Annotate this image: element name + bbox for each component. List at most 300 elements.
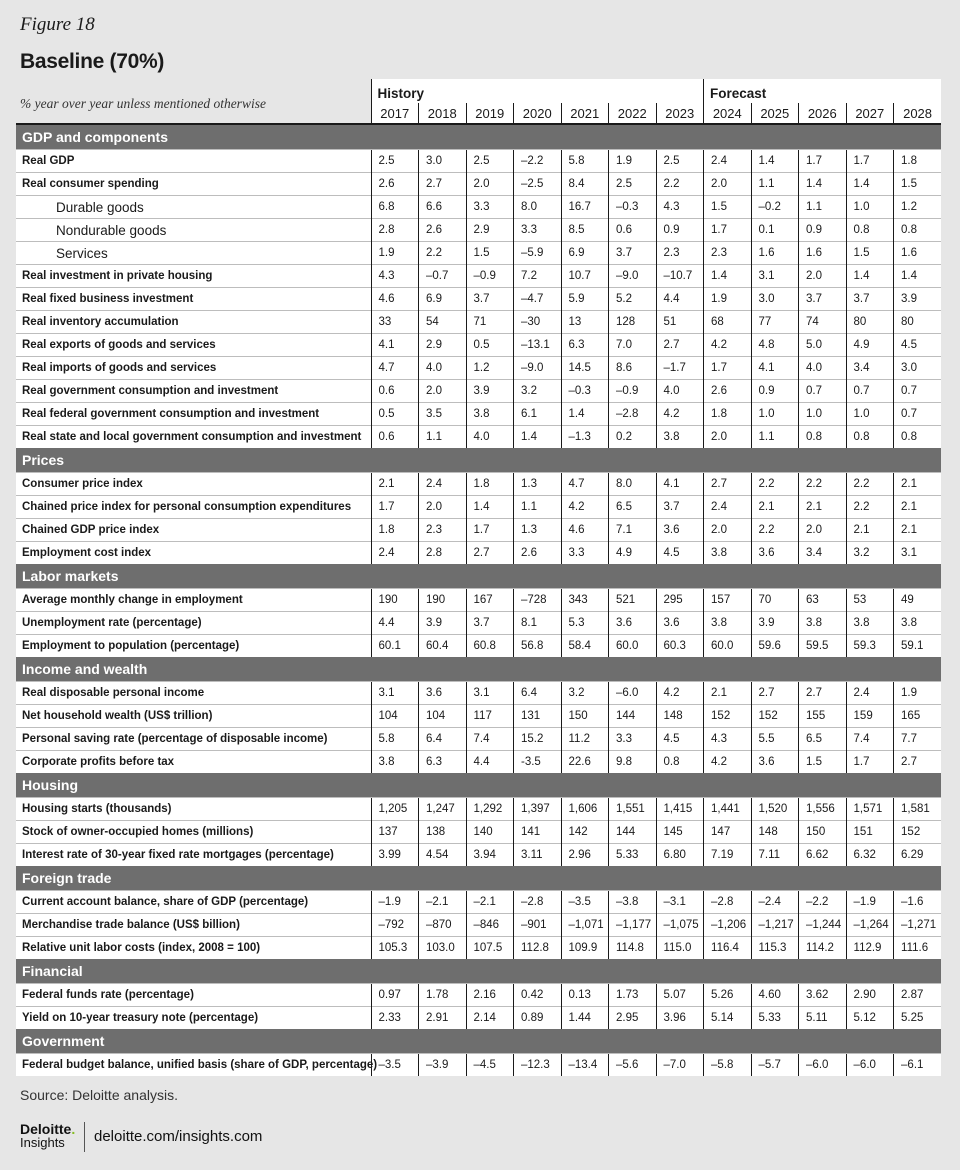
year-header: 2021 bbox=[561, 103, 609, 124]
value-cell: 2.6 bbox=[704, 380, 752, 403]
value-cell: 1.6 bbox=[894, 242, 942, 265]
value-cell: 4.0 bbox=[799, 357, 847, 380]
value-cell: 6.8 bbox=[371, 196, 419, 219]
section-header-row bbox=[16, 959, 941, 984]
table-row bbox=[16, 542, 941, 565]
value-cell: 4.9 bbox=[846, 334, 894, 357]
value-cell: –1,206 bbox=[704, 914, 752, 937]
value-cell: 80 bbox=[846, 311, 894, 334]
value-cell: 2.2 bbox=[846, 496, 894, 519]
value-cell: 0.13 bbox=[561, 984, 609, 1007]
value-cell: 2.2 bbox=[656, 173, 704, 196]
value-cell: 3.9 bbox=[466, 380, 514, 403]
value-cell: 148 bbox=[656, 705, 704, 728]
value-cell: 1.8 bbox=[371, 519, 419, 542]
header-spacer bbox=[16, 79, 371, 103]
value-cell: 152 bbox=[894, 821, 942, 844]
value-cell: 74 bbox=[799, 311, 847, 334]
value-cell: –1,075 bbox=[656, 914, 704, 937]
value-cell: 112.9 bbox=[846, 937, 894, 960]
value-cell: 2.2 bbox=[751, 473, 799, 496]
value-cell: 1.8 bbox=[894, 150, 942, 173]
value-cell: 3.7 bbox=[799, 288, 847, 311]
value-cell: 6.9 bbox=[419, 288, 467, 311]
row-label: Real imports of goods and services bbox=[16, 357, 371, 380]
value-cell: 2.4 bbox=[419, 473, 467, 496]
value-cell: 3.2 bbox=[561, 682, 609, 705]
value-cell: 4.1 bbox=[751, 357, 799, 380]
value-cell: 2.7 bbox=[894, 751, 942, 774]
value-cell: 1.5 bbox=[704, 196, 752, 219]
value-cell: 2.7 bbox=[466, 542, 514, 565]
value-cell: 148 bbox=[751, 821, 799, 844]
row-label: Real inventory accumulation bbox=[16, 311, 371, 334]
value-cell: 152 bbox=[704, 705, 752, 728]
value-cell: –1,177 bbox=[609, 914, 657, 937]
value-cell: 150 bbox=[799, 821, 847, 844]
value-cell: –5.7 bbox=[751, 1054, 799, 1077]
value-cell: 116.4 bbox=[704, 937, 752, 960]
table-row bbox=[16, 751, 941, 774]
value-cell: –0.9 bbox=[609, 380, 657, 403]
section-title: Labor markets bbox=[16, 564, 941, 589]
value-cell: 2.4 bbox=[704, 496, 752, 519]
value-cell: 2.7 bbox=[799, 682, 847, 705]
value-cell: 3.3 bbox=[466, 196, 514, 219]
value-cell: 159 bbox=[846, 705, 894, 728]
value-cell: 2.1 bbox=[894, 519, 942, 542]
value-cell: 0.6 bbox=[609, 219, 657, 242]
value-cell: 1,415 bbox=[656, 798, 704, 821]
value-cell: 145 bbox=[656, 821, 704, 844]
table-row bbox=[16, 288, 941, 311]
section-title: Prices bbox=[16, 448, 941, 473]
source-note: Source: Deloitte analysis. bbox=[20, 1087, 178, 1103]
value-cell: 1.6 bbox=[751, 242, 799, 265]
row-label: Real investment in private housing bbox=[16, 265, 371, 288]
value-cell: 1.7 bbox=[466, 519, 514, 542]
value-cell: 2.5 bbox=[609, 173, 657, 196]
table-row bbox=[16, 426, 941, 449]
value-cell: 5.2 bbox=[609, 288, 657, 311]
logo-green-dot: . bbox=[71, 1121, 76, 1137]
table-row bbox=[16, 798, 941, 821]
section-title: Housing bbox=[16, 773, 941, 798]
value-cell: 3.6 bbox=[751, 542, 799, 565]
value-cell: 167 bbox=[466, 589, 514, 612]
value-cell: 107.5 bbox=[466, 937, 514, 960]
value-cell: 144 bbox=[609, 821, 657, 844]
value-cell: 51 bbox=[656, 311, 704, 334]
value-cell: 8.0 bbox=[609, 473, 657, 496]
value-cell: 3.8 bbox=[799, 612, 847, 635]
value-cell: –0.7 bbox=[419, 265, 467, 288]
value-cell: 6.4 bbox=[514, 682, 562, 705]
value-cell: 3.7 bbox=[466, 612, 514, 635]
value-cell: 56.8 bbox=[514, 635, 562, 658]
value-cell: 2.1 bbox=[894, 496, 942, 519]
value-cell: –0.2 bbox=[751, 196, 799, 219]
value-cell: 141 bbox=[514, 821, 562, 844]
value-cell: 150 bbox=[561, 705, 609, 728]
value-cell: 2.5 bbox=[371, 150, 419, 173]
row-label: Federal funds rate (percentage) bbox=[16, 984, 371, 1007]
value-cell: 1,556 bbox=[799, 798, 847, 821]
value-cell: 3.8 bbox=[704, 542, 752, 565]
value-cell: 3.3 bbox=[609, 728, 657, 751]
value-cell: 5.8 bbox=[561, 150, 609, 173]
value-cell: 3.0 bbox=[894, 357, 942, 380]
value-cell: 1.8 bbox=[704, 403, 752, 426]
value-cell: –2.8 bbox=[609, 403, 657, 426]
value-cell: 4.54 bbox=[419, 844, 467, 867]
value-cell: 33 bbox=[371, 311, 419, 334]
value-cell: 3.1 bbox=[371, 682, 419, 705]
value-cell: 1.4 bbox=[514, 426, 562, 449]
value-cell: 1.0 bbox=[751, 403, 799, 426]
value-cell: 53 bbox=[846, 589, 894, 612]
value-cell: 4.2 bbox=[561, 496, 609, 519]
table-row bbox=[16, 380, 941, 403]
row-label: Yield on 10-year treasury note (percentage) bbox=[16, 1007, 371, 1030]
value-cell: –792 bbox=[371, 914, 419, 937]
value-cell: 5.5 bbox=[751, 728, 799, 751]
value-cell: 4.5 bbox=[656, 728, 704, 751]
value-cell: –3.5 bbox=[371, 1054, 419, 1077]
website-link[interactable]: deloitte.com/insights.com bbox=[94, 1128, 263, 1145]
value-cell: 1.4 bbox=[561, 403, 609, 426]
row-label: Federal budget balance, unified basis (share of GDP, percentage) bbox=[16, 1054, 371, 1077]
value-cell: 109.9 bbox=[561, 937, 609, 960]
value-cell: 0.8 bbox=[894, 426, 942, 449]
value-cell: 2.2 bbox=[419, 242, 467, 265]
value-cell: 2.8 bbox=[371, 219, 419, 242]
value-cell: 4.6 bbox=[371, 288, 419, 311]
value-cell: –6.1 bbox=[894, 1054, 942, 1077]
value-cell: 6.32 bbox=[846, 844, 894, 867]
section-title: Government bbox=[16, 1029, 941, 1054]
value-cell: –6.0 bbox=[799, 1054, 847, 1077]
year-header: 2026 bbox=[799, 103, 847, 124]
value-cell: 1.1 bbox=[751, 173, 799, 196]
value-cell: 7.1 bbox=[609, 519, 657, 542]
value-cell: 1.44 bbox=[561, 1007, 609, 1030]
value-cell: 4.4 bbox=[371, 612, 419, 635]
value-cell: 16.7 bbox=[561, 196, 609, 219]
value-cell: 2.5 bbox=[656, 150, 704, 173]
value-cell: 77 bbox=[751, 311, 799, 334]
value-cell: 3.7 bbox=[609, 242, 657, 265]
value-cell: 1.8 bbox=[466, 473, 514, 496]
value-cell: 4.3 bbox=[656, 196, 704, 219]
value-cell: 5.11 bbox=[799, 1007, 847, 1030]
table-row bbox=[16, 173, 941, 196]
value-cell: 521 bbox=[609, 589, 657, 612]
value-cell: 152 bbox=[751, 705, 799, 728]
row-label: Net household wealth (US$ trillion) bbox=[16, 705, 371, 728]
logo-divider bbox=[84, 1122, 85, 1152]
value-cell: 1.5 bbox=[846, 242, 894, 265]
value-cell: 2.4 bbox=[704, 150, 752, 173]
value-cell: 1.3 bbox=[514, 473, 562, 496]
value-cell: 5.0 bbox=[799, 334, 847, 357]
value-cell: 6.3 bbox=[419, 751, 467, 774]
table-row bbox=[16, 1007, 941, 1030]
value-cell: 2.6 bbox=[514, 542, 562, 565]
row-label: Merchandise trade balance (US$ billion) bbox=[16, 914, 371, 937]
year-header: 2020 bbox=[514, 103, 562, 124]
value-cell: 3.8 bbox=[704, 612, 752, 635]
value-cell: 190 bbox=[419, 589, 467, 612]
value-cell: 6.80 bbox=[656, 844, 704, 867]
value-cell: –2.8 bbox=[704, 891, 752, 914]
value-cell: 60.0 bbox=[704, 635, 752, 658]
value-cell: –846 bbox=[466, 914, 514, 937]
section-header-row bbox=[16, 1029, 941, 1054]
value-cell: 1.4 bbox=[846, 265, 894, 288]
value-cell: –7.0 bbox=[656, 1054, 704, 1077]
value-cell: 6.4 bbox=[419, 728, 467, 751]
value-cell: 63 bbox=[799, 589, 847, 612]
logo-wordmark: Deloitte bbox=[20, 1121, 72, 1137]
unit-note: % year over year unless mentioned otherwise bbox=[20, 96, 266, 111]
value-cell: 1.3 bbox=[514, 519, 562, 542]
year-header: 2027 bbox=[846, 103, 894, 124]
year-header: 2025 bbox=[751, 103, 799, 124]
table-row bbox=[16, 844, 941, 867]
value-cell: 1.4 bbox=[846, 173, 894, 196]
row-label: Chained GDP price index bbox=[16, 519, 371, 542]
section-header-row bbox=[16, 564, 941, 589]
value-cell: 8.0 bbox=[514, 196, 562, 219]
value-cell: 1.1 bbox=[514, 496, 562, 519]
value-cell: 3.7 bbox=[466, 288, 514, 311]
deloitte-insights-logo bbox=[20, 1123, 75, 1149]
value-cell: 3.1 bbox=[751, 265, 799, 288]
value-cell: 140 bbox=[466, 821, 514, 844]
value-cell: 7.4 bbox=[466, 728, 514, 751]
value-cell: 1.7 bbox=[799, 150, 847, 173]
value-cell: –3.5 bbox=[561, 891, 609, 914]
row-label: Relative unit labor costs (index, 2008 = 100) bbox=[16, 937, 371, 960]
value-cell: 3.0 bbox=[751, 288, 799, 311]
value-cell: 7.19 bbox=[704, 844, 752, 867]
row-label: Chained price index for personal consumption expenditures bbox=[16, 496, 371, 519]
value-cell: 2.0 bbox=[419, 496, 467, 519]
value-cell: 1.1 bbox=[419, 426, 467, 449]
value-cell: 2.90 bbox=[846, 984, 894, 1007]
value-cell: 4.2 bbox=[704, 334, 752, 357]
value-cell: –4.5 bbox=[466, 1054, 514, 1077]
table-row bbox=[16, 1054, 941, 1077]
year-header-row bbox=[16, 103, 941, 124]
value-cell: 71 bbox=[466, 311, 514, 334]
value-cell: 114.8 bbox=[609, 937, 657, 960]
table-row bbox=[16, 357, 941, 380]
value-cell: 68 bbox=[704, 311, 752, 334]
value-cell: 1.9 bbox=[371, 242, 419, 265]
value-cell: 5.33 bbox=[751, 1007, 799, 1030]
value-cell: 6.1 bbox=[514, 403, 562, 426]
value-cell: –1.9 bbox=[371, 891, 419, 914]
value-cell: 1,397 bbox=[514, 798, 562, 821]
value-cell: 4.4 bbox=[466, 751, 514, 774]
value-cell: 8.1 bbox=[514, 612, 562, 635]
value-cell: 1,205 bbox=[371, 798, 419, 821]
value-cell: 3.5 bbox=[419, 403, 467, 426]
value-cell: 1,247 bbox=[419, 798, 467, 821]
row-label: Stock of owner-occupied homes (millions) bbox=[16, 821, 371, 844]
section-header-row bbox=[16, 773, 941, 798]
value-cell: 343 bbox=[561, 589, 609, 612]
value-cell: 60.1 bbox=[371, 635, 419, 658]
value-cell: –2.2 bbox=[799, 891, 847, 914]
value-cell: 4.8 bbox=[751, 334, 799, 357]
value-cell: –2.4 bbox=[751, 891, 799, 914]
value-cell: –1,217 bbox=[751, 914, 799, 937]
table-row bbox=[16, 682, 941, 705]
value-cell: 4.2 bbox=[656, 403, 704, 426]
row-label: Real GDP bbox=[16, 150, 371, 173]
value-cell: –1.3 bbox=[561, 426, 609, 449]
value-cell: 49 bbox=[894, 589, 942, 612]
table-row bbox=[16, 311, 941, 334]
value-cell: 0.8 bbox=[799, 426, 847, 449]
figure-label: Figure 18 bbox=[20, 14, 95, 35]
year-header: 2018 bbox=[419, 103, 467, 124]
year-header: 2019 bbox=[466, 103, 514, 124]
value-cell: 3.1 bbox=[894, 542, 942, 565]
value-cell: –30 bbox=[514, 311, 562, 334]
value-cell: 2.4 bbox=[846, 682, 894, 705]
value-cell: 0.8 bbox=[846, 219, 894, 242]
value-cell: 190 bbox=[371, 589, 419, 612]
header-spacer bbox=[16, 103, 371, 124]
row-label: Interest rate of 30-year fixed rate mortgages (percentage) bbox=[16, 844, 371, 867]
section-title: GDP and components bbox=[16, 124, 941, 150]
value-cell: 142 bbox=[561, 821, 609, 844]
row-label: Employment to population (percentage) bbox=[16, 635, 371, 658]
value-cell: 1.4 bbox=[751, 150, 799, 173]
value-cell: 3.2 bbox=[846, 542, 894, 565]
value-cell: 7.4 bbox=[846, 728, 894, 751]
value-cell: 58.4 bbox=[561, 635, 609, 658]
value-cell: 1.5 bbox=[799, 751, 847, 774]
value-cell: 144 bbox=[609, 705, 657, 728]
value-cell: 4.6 bbox=[561, 519, 609, 542]
value-cell: 10.7 bbox=[561, 265, 609, 288]
value-cell: 0.9 bbox=[751, 380, 799, 403]
value-cell: 1,292 bbox=[466, 798, 514, 821]
value-cell: 3.2 bbox=[514, 380, 562, 403]
value-cell: –1.7 bbox=[656, 357, 704, 380]
section-title: Income and wealth bbox=[16, 657, 941, 682]
value-cell: 111.6 bbox=[894, 937, 942, 960]
value-cell: 59.5 bbox=[799, 635, 847, 658]
value-cell: –870 bbox=[419, 914, 467, 937]
value-cell: 2.4 bbox=[371, 542, 419, 565]
value-cell: 2.3 bbox=[704, 242, 752, 265]
value-cell: 2.6 bbox=[419, 219, 467, 242]
value-cell: –4.7 bbox=[514, 288, 562, 311]
value-cell: 8.6 bbox=[609, 357, 657, 380]
value-cell: –728 bbox=[514, 589, 562, 612]
value-cell: 3.9 bbox=[419, 612, 467, 635]
value-cell: –1.6 bbox=[894, 891, 942, 914]
value-cell: -3.5 bbox=[514, 751, 562, 774]
value-cell: 3.3 bbox=[561, 542, 609, 565]
value-cell: –5.6 bbox=[609, 1054, 657, 1077]
table-title: Baseline (70%) bbox=[20, 50, 165, 73]
table-row bbox=[16, 728, 941, 751]
section-header-row bbox=[16, 657, 941, 682]
value-cell: 14.5 bbox=[561, 357, 609, 380]
value-cell: 114.2 bbox=[799, 937, 847, 960]
value-cell: 3.7 bbox=[846, 288, 894, 311]
value-cell: 9.8 bbox=[609, 751, 657, 774]
value-cell: 128 bbox=[609, 311, 657, 334]
value-cell: 2.0 bbox=[704, 173, 752, 196]
value-cell: 3.94 bbox=[466, 844, 514, 867]
row-label: Nondurable goods bbox=[16, 219, 371, 242]
table-row bbox=[16, 519, 941, 542]
value-cell: 3.9 bbox=[894, 288, 942, 311]
table-row bbox=[16, 265, 941, 288]
value-cell: 0.42 bbox=[514, 984, 562, 1007]
value-cell: 2.1 bbox=[846, 519, 894, 542]
value-cell: –0.3 bbox=[609, 196, 657, 219]
value-cell: 4.5 bbox=[894, 334, 942, 357]
row-label: Real disposable personal income bbox=[16, 682, 371, 705]
value-cell: 155 bbox=[799, 705, 847, 728]
value-cell: 60.3 bbox=[656, 635, 704, 658]
value-cell: 4.0 bbox=[419, 357, 467, 380]
value-cell: 1.7 bbox=[846, 150, 894, 173]
baseline-table bbox=[16, 79, 941, 1076]
value-cell: 2.7 bbox=[704, 473, 752, 496]
value-cell: 1.0 bbox=[846, 403, 894, 426]
value-cell: 0.8 bbox=[656, 751, 704, 774]
value-cell: 4.60 bbox=[751, 984, 799, 1007]
value-cell: 4.3 bbox=[371, 265, 419, 288]
value-cell: 4.7 bbox=[371, 357, 419, 380]
value-cell: 2.91 bbox=[419, 1007, 467, 1030]
value-cell: 70 bbox=[751, 589, 799, 612]
value-cell: 2.0 bbox=[704, 426, 752, 449]
value-cell: 1.7 bbox=[371, 496, 419, 519]
value-cell: –13.4 bbox=[561, 1054, 609, 1077]
value-cell: –10.7 bbox=[656, 265, 704, 288]
value-cell: 103.0 bbox=[419, 937, 467, 960]
value-cell: 1.9 bbox=[609, 150, 657, 173]
year-header: 2024 bbox=[704, 103, 752, 124]
row-label: Current account balance, share of GDP (percentage) bbox=[16, 891, 371, 914]
value-cell: 1.4 bbox=[466, 496, 514, 519]
value-cell: 1,441 bbox=[704, 798, 752, 821]
value-cell: 2.1 bbox=[894, 473, 942, 496]
value-cell: 0.7 bbox=[799, 380, 847, 403]
value-cell: –6.0 bbox=[846, 1054, 894, 1077]
value-cell: 0.7 bbox=[894, 380, 942, 403]
logo-subtitle: Insights bbox=[20, 1135, 65, 1150]
section-title: Foreign trade bbox=[16, 866, 941, 891]
value-cell: 5.8 bbox=[371, 728, 419, 751]
value-cell: 2.2 bbox=[846, 473, 894, 496]
value-cell: 80 bbox=[894, 311, 942, 334]
value-cell: 1.1 bbox=[799, 196, 847, 219]
table-row bbox=[16, 473, 941, 496]
value-cell: 7.7 bbox=[894, 728, 942, 751]
